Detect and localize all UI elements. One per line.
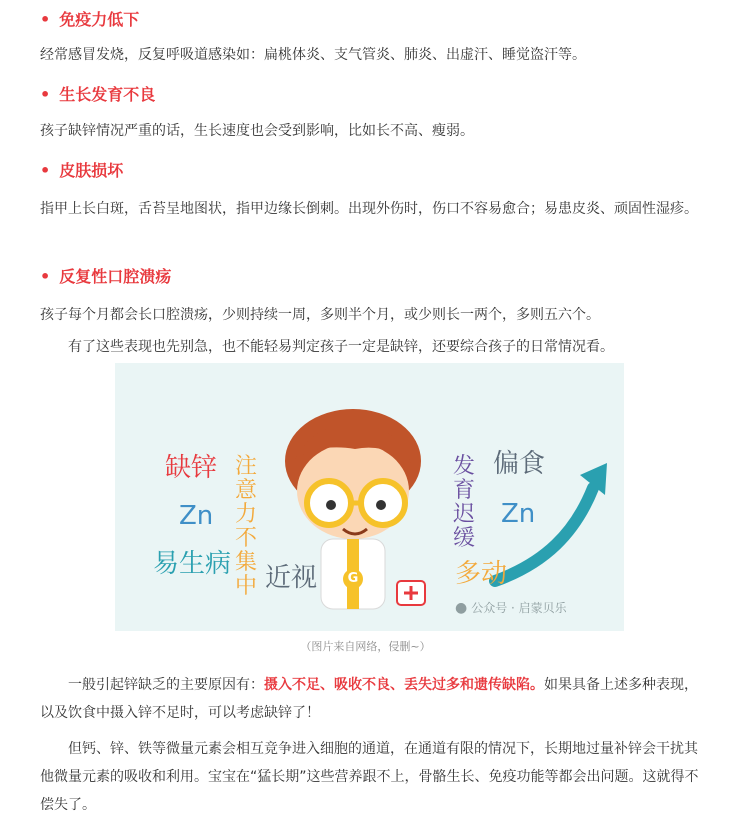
section-heading [40,160,700,182]
section-immunity [40,9,700,31]
heading-text: 免疫力低下 [59,10,140,29]
image-caption: （图片来自网络，侵删~） [300,640,431,653]
word-fayu: 发育迟缓 [452,454,475,551]
causes-paragraph [40,671,700,727]
zinc-illustration [115,363,624,631]
word-quexin: 缺锌 [165,453,218,483]
section-body: 经常感冒发烧，反复呼吸道感染如：扁桃体炎、支气管炎、肺炎、出虚汗、睡觉盗汗等。 [40,47,586,63]
word-zhuyili: 注意力不集中 [234,454,257,599]
section-body: 指甲上长白斑，舌苔呈地图状，指甲边缘长倒刺。出现外伤时，伤口不容易愈合；易患皮炎、顽固性湿疹。 [40,201,698,217]
section-ulcer [40,266,700,288]
wechat-icon: ● [455,599,468,616]
heading-text: 皮肤损坏 [59,161,124,180]
section-heading [40,9,700,31]
causes-highlight: 摄入不足、吸收不良、丢失过多和遗传缺陷。 [264,677,544,693]
word-zn-left: Zn [179,501,214,531]
watermark [455,599,567,616]
competition-paragraph: 但钙、锌、铁等微量元素会相互竞争进入细胞的通道，在通道有限的情况下，长期地过量补锌会干扰其他微量元素的吸收和利用。宝宝在“猛长期”这些营养跟不上，骨骼生长、免疫功能等都会出问题。这就得不偿失了。 [40,741,699,813]
section-skin [40,160,700,182]
section-growth [40,84,700,106]
section-heading [40,266,700,288]
bullet-icon: • [40,10,51,29]
watermark-text: 公众号 · 启蒙贝乐 [471,601,567,615]
word-zn-right: Zn [501,499,536,529]
word-yishengbing: 易生病 [153,549,232,579]
word-jinshi: 近视 [265,563,318,593]
bullet-icon: • [40,85,51,104]
heading-text: 生长发育不良 [59,85,156,104]
badge-letter: G [343,569,363,589]
section-heading [40,84,700,106]
causes-lead: 一般引起锌缺乏的主要原因有： [68,677,264,693]
causes-tail: 如果具备上述多种表现，以及饮食中摄入锌不足时，可以考虑缺锌了！ [40,677,698,721]
bullet-icon: • [40,161,51,180]
heading-text: 反复性口腔溃疡 [59,267,172,286]
section-body: 孩子缺锌情况严重的话，生长速度也会受到影响，比如长不高、瘦弱。 [40,123,474,139]
section-body: 孩子每个月都会长口腔溃疡，少则持续一周，多则半个月，或少则长一两个，多则五六个。 [40,307,600,323]
word-pianshi: 偏食 [493,449,546,479]
bullet-icon: • [40,267,51,286]
cartoon-doctor-icon [115,363,624,631]
word-duodong: 多动 [455,559,508,589]
note-paragraph: 有了这些表现也先别急，也不能轻易判定孩子一定是缺锌，还要综合孩子的日常情况看。 [68,339,614,355]
